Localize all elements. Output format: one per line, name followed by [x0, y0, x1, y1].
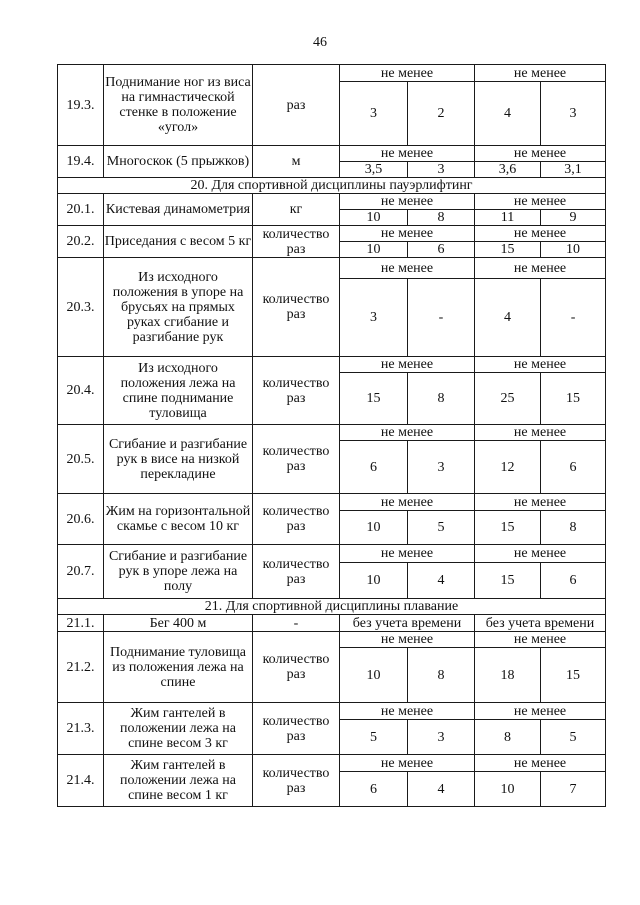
item-unit: кг [253, 194, 340, 226]
norm-value: 4 [475, 279, 541, 357]
norm-header-1: не менее [340, 755, 475, 772]
norm-header-2: не менее [475, 357, 606, 373]
norm-header-1: не менее [340, 632, 475, 648]
norm-header-2: не менее [475, 226, 606, 242]
norm-value: 10 [340, 511, 408, 545]
table-row [58, 703, 606, 720]
norm-header-2: не менее [475, 65, 606, 82]
item-number: 20.2. [58, 226, 104, 258]
norm-value: 15 [475, 242, 541, 258]
item-name: Жим гантелей в положении лежа на спине весом 1 кг [104, 755, 253, 807]
item-number: 20.7. [58, 545, 104, 599]
norm-value: 3,1 [541, 162, 606, 178]
table-row [58, 755, 606, 772]
norm-value: 8 [541, 511, 606, 545]
norm-value: 15 [475, 563, 541, 599]
item-name: Сгибание и разгибание рук в упоре лежа на полу [104, 545, 253, 599]
norm-value: 12 [475, 441, 541, 494]
norm-value: 15 [340, 373, 408, 425]
norm-value: 5 [541, 720, 606, 755]
item-number: 20.3. [58, 258, 104, 357]
norm-value: 3 [408, 720, 475, 755]
norm-header-2: не менее [475, 194, 606, 210]
norm-header-2: не менее [475, 146, 606, 162]
norm-value: 3 [340, 82, 408, 146]
norm-value: 5 [340, 720, 408, 755]
norm-value: 15 [475, 511, 541, 545]
item-number: 21.4. [58, 755, 104, 807]
norm-value: 8 [408, 648, 475, 703]
section-row [58, 599, 606, 615]
table-row [58, 258, 606, 279]
table-row [58, 425, 606, 441]
item-unit: количество раз [253, 425, 340, 494]
norm-value: 3,6 [475, 162, 541, 178]
norm-value: 3 [340, 279, 408, 357]
norm-header-1: не менее [340, 703, 475, 720]
norm-header-2: не менее [475, 425, 606, 441]
table-row [58, 615, 606, 632]
norm-value: 7 [541, 772, 606, 807]
value-group-2: без учета времени [475, 615, 606, 632]
norm-header-1: не менее [340, 545, 475, 563]
norm-value: 10 [475, 772, 541, 807]
norm-header-1: не менее [340, 65, 475, 82]
item-unit: - [253, 615, 340, 632]
norm-header-1: не менее [340, 425, 475, 441]
norm-value: 11 [475, 210, 541, 226]
item-name: Многоскок (5 прыжков) [104, 146, 253, 178]
norm-value: 3 [408, 441, 475, 494]
item-name: Сгибание и разгибание рук в висе на низкой перекладине [104, 425, 253, 494]
norm-value: 15 [541, 648, 606, 703]
norm-header-1: не менее [340, 194, 475, 210]
item-name: Из исходного положения лежа на спине поднимание туловища [104, 357, 253, 425]
table-row [58, 194, 606, 210]
item-unit: количество раз [253, 545, 340, 599]
table-row [58, 632, 606, 648]
norm-header-2: не менее [475, 494, 606, 511]
norm-value: 18 [475, 648, 541, 703]
section-title: 20. Для спортивной дисциплины пауэрлифтинг [58, 178, 606, 194]
item-unit: количество раз [253, 357, 340, 425]
item-number: 19.3. [58, 65, 104, 146]
item-number: 20.1. [58, 194, 104, 226]
norm-header-1: не менее [340, 146, 475, 162]
norm-value: 9 [541, 210, 606, 226]
norm-value: 4 [408, 563, 475, 599]
item-number: 20.5. [58, 425, 104, 494]
norm-value: 10 [340, 648, 408, 703]
norm-header-2: не менее [475, 632, 606, 648]
norm-header-2: не менее [475, 703, 606, 720]
item-number: 21.3. [58, 703, 104, 755]
norm-value: 6 [340, 772, 408, 807]
item-name: Жим гантелей в положении лежа на спине весом 3 кг [104, 703, 253, 755]
norm-value: 3 [541, 82, 606, 146]
norm-value: 8 [408, 210, 475, 226]
item-unit: количество раз [253, 755, 340, 807]
norm-value: 8 [475, 720, 541, 755]
table-row [58, 226, 606, 242]
item-unit: количество раз [253, 703, 340, 755]
item-number: 20.6. [58, 494, 104, 545]
item-number: 20.4. [58, 357, 104, 425]
norm-header-1: не менее [340, 494, 475, 511]
item-name: Поднимание туловища из положения лежа на спине [104, 632, 253, 703]
norm-value: 10 [541, 242, 606, 258]
item-unit: м [253, 146, 340, 178]
norm-value: 3 [408, 162, 475, 178]
norm-header-2: не менее [475, 258, 606, 279]
norm-value: 10 [340, 563, 408, 599]
norm-value: 6 [541, 441, 606, 494]
norm-value: 10 [340, 242, 408, 258]
norm-value: 5 [408, 511, 475, 545]
table-row [58, 146, 606, 162]
norms-table [57, 64, 606, 807]
norm-value: - [541, 279, 606, 357]
section-row [58, 178, 606, 194]
table-row [58, 545, 606, 563]
item-unit: раз [253, 65, 340, 146]
item-name: Бег 400 м [104, 615, 253, 632]
norm-value: 6 [541, 563, 606, 599]
norm-value: 2 [408, 82, 475, 146]
value-group-1: без учета времени [340, 615, 475, 632]
table-row [58, 494, 606, 511]
item-unit: количество раз [253, 494, 340, 545]
item-name: Приседания с весом 5 кг [104, 226, 253, 258]
norm-header-1: не менее [340, 357, 475, 373]
item-name: Кистевая динамометрия [104, 194, 253, 226]
norm-header-2: не менее [475, 755, 606, 772]
item-number: 21.1. [58, 615, 104, 632]
norm-header-2: не менее [475, 545, 606, 563]
item-unit: количество раз [253, 226, 340, 258]
norm-value: 6 [408, 242, 475, 258]
norm-value: 6 [340, 441, 408, 494]
item-number: 21.2. [58, 632, 104, 703]
norm-value: 8 [408, 373, 475, 425]
table-row [58, 357, 606, 373]
page-number: 46 [313, 35, 327, 50]
norm-value: 25 [475, 373, 541, 425]
table-row [58, 65, 606, 82]
norm-value: 15 [541, 373, 606, 425]
norm-value: - [408, 279, 475, 357]
norm-header-1: не менее [340, 258, 475, 279]
item-number: 19.4. [58, 146, 104, 178]
norm-header-1: не менее [340, 226, 475, 242]
norm-value: 10 [340, 210, 408, 226]
item-name: Поднимание ног из виса на гимнастической стенке в положение «угол» [104, 65, 253, 146]
item-unit: количество раз [253, 632, 340, 703]
norm-value: 3,5 [340, 162, 408, 178]
section-title: 21. Для спортивной дисциплины плавание [58, 599, 606, 615]
norm-value: 4 [475, 82, 541, 146]
norm-value: 4 [408, 772, 475, 807]
item-unit: количество раз [253, 258, 340, 357]
item-name: Жим на горизонтальной скамье с весом 10 кг [104, 494, 253, 545]
item-name: Из исходного положения в упоре на брусьях на прямых руках сгибание и разгибание рук [104, 258, 253, 357]
